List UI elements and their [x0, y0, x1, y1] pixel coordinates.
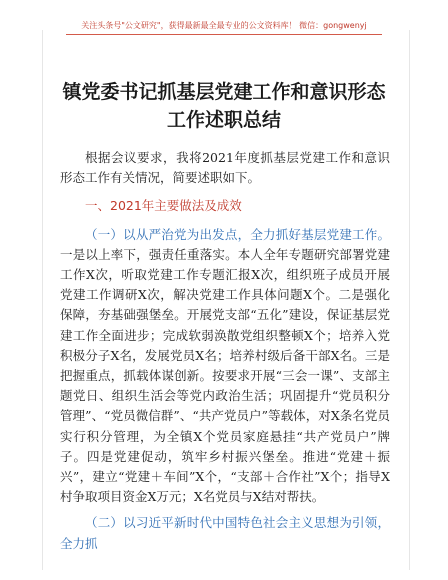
- subsection-1-body: 一是以上率下，强责任重落实。本人全年专题研究部署党建工作X次，听取党建工作专题汇报X次，组织班子成员开展党建工作调研X次，解决党建工作具体问题X个。二是强化保障，夯基础强堡垒。开展党支部“五化”建设，保证基层党建工作全面进步；完成软弱涣散党组织整顿X个；培养入党积极分子X名，发展党员X名；培养村级后备干部X名。三是把握重点，抓载体谋创新。按要求开展“三会一课”、支部主题党日、组织生活会等党内政治生活；巩固提升“党员积分管理”、“党员微信群”、“共产党员户”等载体，对X条名党员实行积分管理，为全镇X个党员家庭悬挂“共产党员户”牌子。四是党建促动，筑牢乡村振兴堡垒。推进“党建＋振兴”，建立“党建＋车间”X个，“支部＋合作社”X个；指导X村争取项目资金X万元；X名党员与X结对帮扶。: [60, 246, 390, 505]
- header-banner: 关注头条号"公文研究"，获得最新最全最专业的公文资料库！ 微信：gongwenyj: [81, 21, 367, 30]
- intro-paragraph: 根据会议要求，我将2021年度抓基层党建工作和意识形态工作有关情况，简要述职如下。: [60, 150, 390, 186]
- header-divider: [66, 34, 382, 35]
- subsection-1-paragraph: [60, 225, 390, 508]
- document-title: 镇党委书记抓基层党建工作和意识形态工作述职总结: [62, 81, 386, 131]
- document-body: [60, 148, 390, 554]
- subsection-1-heading: （一）以从严治党为出发点，全力抓好基层党建工作。: [85, 226, 390, 242]
- subsection-2-heading: （二）以习近平新时代中国特色社会主义思想为引领，全力抓: [60, 515, 390, 551]
- section-1-heading: 一、2021年主要做法及成效: [85, 198, 242, 214]
